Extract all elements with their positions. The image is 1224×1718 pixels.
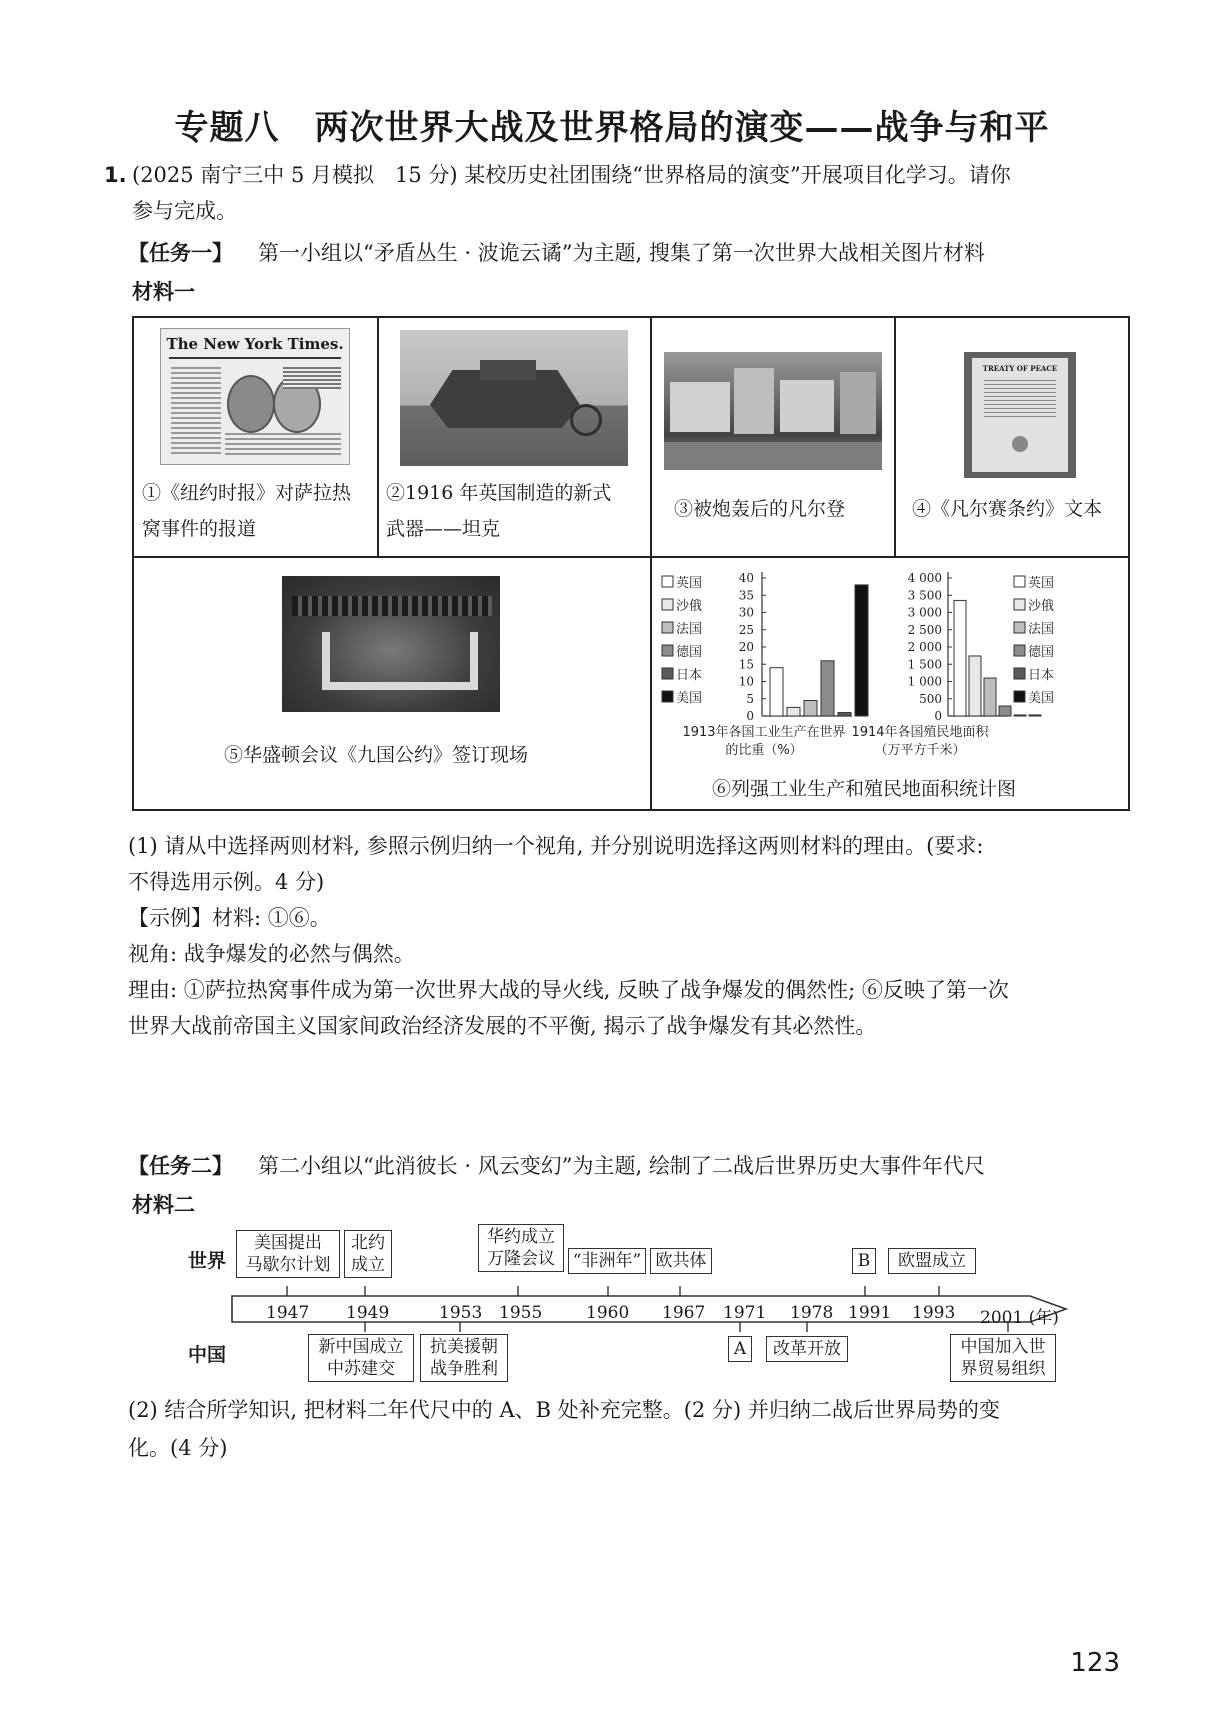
timeline-world-event-b — [852, 1248, 876, 1274]
chart-title-line2: 的比重（%） — [725, 743, 803, 758]
chart-bar — [770, 668, 783, 716]
legend-swatch — [1014, 691, 1025, 702]
y-tick-label: 3 500 — [907, 588, 942, 603]
task1-label: 【任务一】 — [128, 241, 233, 265]
event-line: 中苏建交 — [327, 1359, 395, 1379]
event-line: 马歇尔计划 — [245, 1255, 331, 1275]
y-tick-label: 5 — [746, 691, 754, 706]
legend-label: 沙俄 — [1028, 599, 1055, 614]
timeline-year: 1991 — [848, 1303, 892, 1323]
q2-line2: 化。(4 分) — [128, 1436, 228, 1460]
q1-view: 视角: 战争爆发的必然与偶然。 — [128, 942, 415, 966]
y-tick-label: 1 500 — [907, 657, 942, 672]
q1-reason-line2: 世界大战前帝国主义国家间政治经济发展的不平衡, 揭示了战争爆发有其必然性。 — [128, 1014, 877, 1038]
chart-bar — [838, 713, 851, 716]
y-tick-label: 1 000 — [907, 674, 942, 689]
chart-title-line2: （万平方千米） — [874, 743, 966, 758]
y-tick-label: 0 — [746, 709, 754, 723]
timeline-year: 1953 — [439, 1303, 483, 1323]
event-line: 欧共体 — [655, 1251, 707, 1271]
chart-bar — [787, 707, 800, 716]
chart-bar — [804, 700, 817, 716]
legend-label: 日本 — [1028, 668, 1055, 683]
event-line: B — [857, 1251, 871, 1271]
event-line: 万隆会议 — [487, 1249, 555, 1269]
material3-caption: ③被炮轰后的凡尔登 — [674, 498, 846, 520]
event-line: 中国加入世 — [960, 1337, 1046, 1357]
y-tick-label: 40 — [738, 571, 754, 585]
chart-bar — [999, 706, 1011, 716]
legend-swatch — [662, 691, 673, 702]
event-line: 成立 — [351, 1255, 385, 1275]
tank-photo — [400, 330, 628, 466]
question-intro-line2: 参与完成。 — [132, 199, 237, 223]
timeline-year: 1960 — [586, 1303, 630, 1323]
timeline-china-event — [766, 1336, 848, 1362]
table-divider-v3 — [894, 318, 896, 556]
q1-line2: 不得选用示例。4 分) — [128, 870, 325, 894]
legend-swatch — [662, 645, 673, 656]
question-number: 1. — [104, 163, 127, 187]
timeline-china-event — [420, 1334, 508, 1382]
chart-bar — [1014, 715, 1026, 716]
y-tick-label: 2 500 — [907, 622, 942, 637]
legend-label: 英国 — [1028, 576, 1055, 591]
chart-bar — [984, 678, 996, 716]
q1-reason-line1: 理由: ①萨拉热窝事件成为第一次世界大战的导火线, 反映了战争爆发的偶然性; ⑥反映了第一次 — [128, 978, 1009, 1002]
event-line: 美国提出 — [254, 1233, 322, 1253]
legend-swatch — [1014, 622, 1025, 633]
y-tick-label: 10 — [738, 674, 754, 689]
verdun-photo — [664, 352, 882, 470]
timeline-year: 1993 — [912, 1303, 956, 1323]
chart-bar — [855, 585, 868, 716]
y-tick-label: 500 — [919, 691, 942, 706]
event-line: 抗美援朝 — [430, 1337, 498, 1357]
legend-label: 英国 — [676, 576, 703, 591]
timeline-world-event — [568, 1248, 646, 1274]
event-line: A — [733, 1339, 747, 1359]
y-tick-label: 30 — [738, 605, 754, 620]
treaty-title: TREATY OF PEACE — [982, 364, 1058, 373]
newspaper-masthead: The New York Times. — [166, 335, 344, 353]
material1-caption-line2: 窝事件的报道 — [142, 518, 257, 540]
q2-line1: (2) 结合所学知识, 把材料二年代尺中的 A、B 处补充完整。(2 分) 并归纳二战后世界局势的变 — [128, 1398, 1000, 1422]
material2-label: 材料二 — [132, 1193, 195, 1217]
event-line: 战争胜利 — [430, 1359, 498, 1379]
page-number: 123 — [1070, 1648, 1120, 1678]
legend-label: 沙俄 — [676, 599, 703, 614]
event-line: 欧盟成立 — [898, 1251, 966, 1271]
page-title: 专题八 两次世界大战及世界格局的演变——战争与和平 — [174, 108, 1050, 148]
material6-caption: ⑥列强工业生产和殖民地面积统计图 — [712, 778, 1017, 800]
material-table — [132, 316, 1130, 811]
y-tick-label: 20 — [738, 640, 754, 654]
statistics-charts — [652, 558, 1128, 768]
task1-text: 第一小组以“矛盾丛生 · 波诡云谲”为主题, 搜集了第一次世界大战相关图片材料 — [258, 241, 985, 265]
chart-title-line1: 1913年各国工业生产在世界 — [682, 725, 846, 740]
y-tick-label: 2 000 — [907, 640, 942, 654]
timeline-world-event — [236, 1230, 340, 1278]
event-line: 新中国成立 — [318, 1337, 404, 1357]
y-tick-label: 25 — [738, 622, 754, 637]
q1-line1: (1) 请从中选择两则材料, 参照示例归纳一个视角, 并分别说明选择这两则材料的理由。(要求: — [128, 834, 984, 858]
legend-label: 法国 — [1028, 622, 1055, 637]
treaty-photo — [964, 352, 1076, 478]
legend-swatch — [662, 599, 673, 610]
y-tick-label: 0 — [934, 709, 942, 723]
q1-example: 【示例】材料: ①⑥。 — [128, 906, 331, 930]
timeline-world-event — [888, 1248, 976, 1274]
timeline-china-label: 中国 — [188, 1344, 227, 1366]
material2-caption-line1: ②1916 年英国制造的新式 — [386, 482, 612, 504]
timeline-world-label: 世界 — [188, 1250, 227, 1272]
legend-swatch — [1014, 599, 1025, 610]
material1-label: 材料一 — [132, 280, 195, 304]
conference-photo — [282, 576, 500, 712]
legend-label: 法国 — [676, 622, 703, 637]
legend-swatch — [1014, 576, 1025, 587]
y-tick-label: 15 — [738, 657, 754, 672]
legend-label: 美国 — [1028, 691, 1055, 706]
task2-text: 第二小组以“此消彼长 · 风云变幻”为主题, 绘制了二战后世界历史大事件年代尺 — [258, 1154, 985, 1178]
timeline-world-event — [650, 1248, 712, 1274]
timeline-year: 1955 — [499, 1303, 543, 1323]
event-line: 改革开放 — [773, 1339, 841, 1359]
event-line: “非洲年” — [572, 1251, 642, 1271]
timeline-china-event — [308, 1334, 414, 1382]
timeline-world-event — [478, 1224, 564, 1272]
y-tick-label: 3 000 — [907, 605, 942, 620]
legend-swatch — [1014, 668, 1025, 679]
chart-bar — [821, 661, 834, 716]
material1-caption-line1: ①《纽约时报》对萨拉热 — [142, 482, 352, 504]
timeline-year: 1949 — [346, 1303, 390, 1323]
material5-caption: ⑤华盛顿会议《九国公约》签订现场 — [224, 744, 529, 766]
event-line: 北约 — [351, 1233, 385, 1253]
timeline-year: 1978 — [790, 1303, 834, 1323]
legend-label: 美国 — [676, 691, 703, 706]
newspaper-photo — [160, 328, 350, 465]
event-line: 界贸易组织 — [960, 1359, 1046, 1379]
chart-bar — [954, 600, 966, 716]
timeline-year: 2001 (年) — [980, 1308, 1059, 1328]
timeline-year: 1971 — [723, 1303, 767, 1323]
legend-swatch — [662, 622, 673, 633]
timeline-china-event-a — [728, 1336, 752, 1362]
timeline-world-event — [344, 1230, 392, 1278]
material2-caption-line2: 武器——坦克 — [386, 518, 501, 540]
legend-label: 德国 — [1028, 645, 1055, 660]
chart-title-line1: 1914年各国殖民地面积 — [851, 725, 989, 740]
event-line: 华约成立 — [487, 1227, 555, 1247]
chart-bar — [1029, 715, 1041, 716]
material4-caption: ④《凡尔赛条约》文本 — [912, 498, 1103, 520]
y-tick-label: 35 — [738, 588, 754, 603]
timeline-china-event — [950, 1334, 1056, 1382]
task2-label: 【任务二】 — [128, 1154, 233, 1178]
legend-swatch — [1014, 645, 1025, 656]
legend-label: 日本 — [676, 668, 703, 683]
legend-swatch — [662, 576, 673, 587]
chart-bar — [969, 656, 981, 716]
timeline-year: 1967 — [662, 1303, 706, 1323]
legend-label: 德国 — [676, 645, 703, 660]
table-divider-v1 — [377, 318, 379, 556]
y-tick-label: 4 000 — [907, 571, 942, 585]
question-intro-line1: (2025 南宁三中 5 月模拟 15 分) 某校历史社团围绕“世界格局的演变”开展项目化学习。请你 — [132, 163, 1011, 187]
legend-swatch — [662, 668, 673, 679]
timeline-year: 1947 — [266, 1303, 310, 1323]
